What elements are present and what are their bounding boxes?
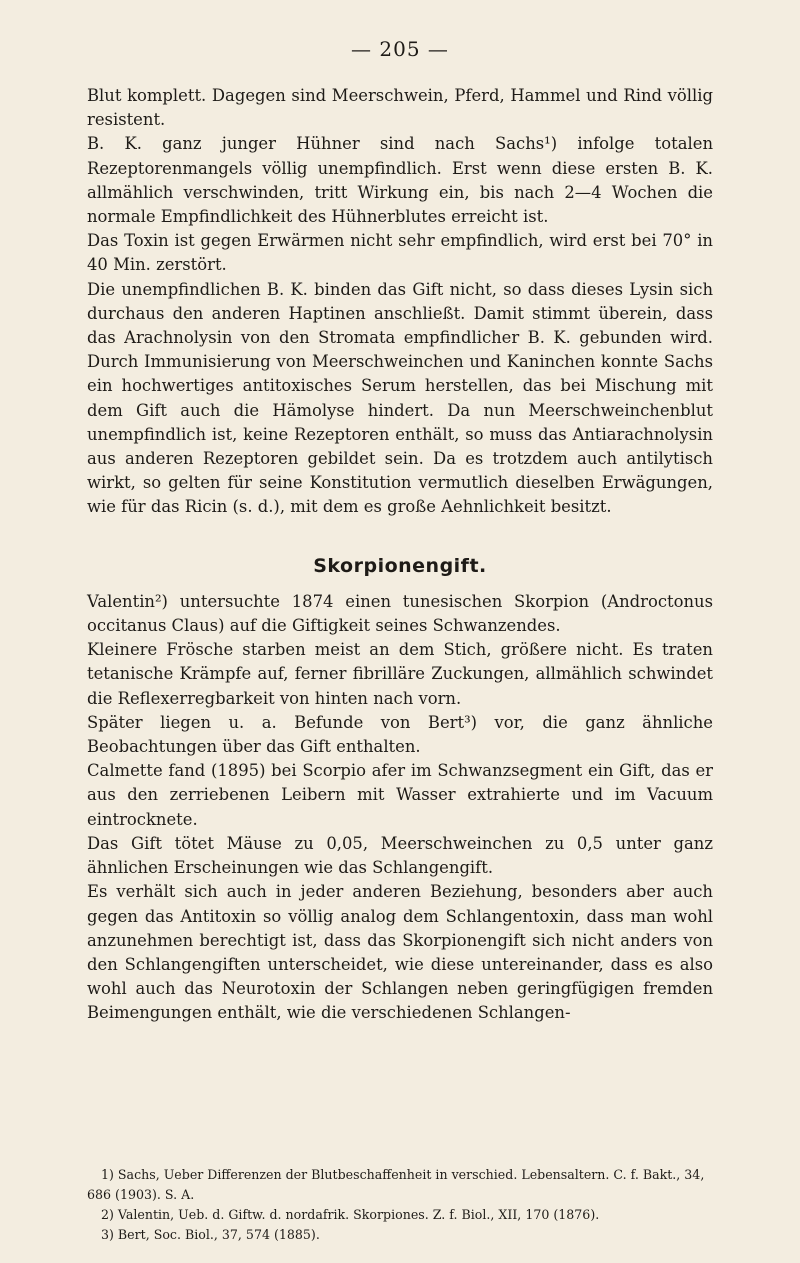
paragraph: Die unempfindlichen B. K. binden das Gift nicht, so dass dieses Lysin sich durchaus den anderen Haptinen anschließt. Damit stimmt überein, dass das Arachnolysin von den Stromata empfindlicher B. K. gebunden wird. Durch Immunisierung von Meerschweinchen und Kaninchen konnte Sachs ein hochwertiges antitoxisches Serum herstellen, das bei Mischung mit dem Gift auch die Hämolyse hindert. Da nun Meerschweinchenblut unempfindlich ist, keine Rezeptoren enthält, so muss das Antiarachnolysin aus anderen Rezeptoren gebildet sein. Da es trotzdem auch antilytisch wirkt, so gelten für seine Konstitution vermutlich dieselben Erwägungen, wie für das Ricin (s. d.), mit dem es große Aehnlichkeit besitzt.: [87, 279, 713, 517]
paragraph: Später liegen u. a. Befunde von Bert³) vor, die ganz ähnliche Beobachtungen über das Gift enthalten.: [87, 712, 713, 757]
footnote: 1) Sachs, Ueber Differenzen der Blutbeschaffenheit in verschied. Lebensaltern. C. f. Bakt., 34, 686 (1903). S. A.: [87, 1167, 705, 1202]
paragraph: Valentin²) untersuchte 1874 einen tunesischen Skorpion (Androctonus occitanus Claus) auf die Giftigkeit seines Schwanzendes.: [87, 591, 713, 636]
footnote: 3) Bert, Soc. Biol., 37, 574 (1885).: [101, 1227, 320, 1242]
paragraph: Kleinere Frösche starben meist an dem Stich, größere nicht. Es traten tetanische Krämpfe auf, ferner fibrilläre Zuckungen, allmählich schwindet die Reflexerregbarkeit von hinten nach vorn.: [87, 640, 713, 708]
section-title: Skorpionengift.: [313, 554, 487, 577]
paragraph: Das Gift tötet Mäuse zu 0,05, Meerschweinchen zu 0,5 unter ganz ähnlichen Erscheinungen wie das Schlangengift.: [87, 833, 713, 878]
body-text: [87, 84, 713, 1026]
paragraph: B. K. ganz junger Hühner sind nach Sachs¹) infolge totalen Rezeptorenmangels völlig unempfindlich. Erst wenn diese ersten B. K. allmählich verschwinden, tritt Wirkung ein, bis nach 2—4 Wochen die normale Empfindlichkeit des Hühnerblutes erreicht ist.: [87, 134, 713, 227]
footnotes: [87, 1165, 713, 1245]
paragraph: Calmette fand (1895) bei Scorpio afer im Schwanzsegment ein Gift, das er aus den zerriebenen Leibern mit Wasser extrahierte und im Vacuum eintrocknete.: [87, 761, 713, 829]
page-number: — 205 —: [351, 37, 449, 61]
paragraph: Das Toxin ist gegen Erwärmen nicht sehr empfindlich, wird erst bei 70° in 40 Min. zerstört.: [87, 231, 713, 275]
footnote: 2) Valentin, Ueb. d. Giftw. d. nordafrik. Skorpiones. Z. f. Biol., XII, 170 (1876).: [101, 1207, 600, 1222]
paragraph: Blut komplett. Dagegen sind Meerschwein, Pferd, Hammel und Rind völlig resistent.: [87, 86, 713, 130]
paragraph: Es verhält sich auch in jeder anderen Beziehung, besonders aber auch gegen das Antitoxin so völlig analog dem Schlangentoxin, dass man wohl anzunehmen berechtigt ist, dass das Skorpionengift sich nicht anders von den Schlangengiften unterscheidet, wie diese untereinander, dass es also wohl auch das Neurotoxin der Schlangen neben geringfügigen fremden Beimengungen enthält, wie die verschiedenen Schlangen-: [87, 882, 713, 1023]
